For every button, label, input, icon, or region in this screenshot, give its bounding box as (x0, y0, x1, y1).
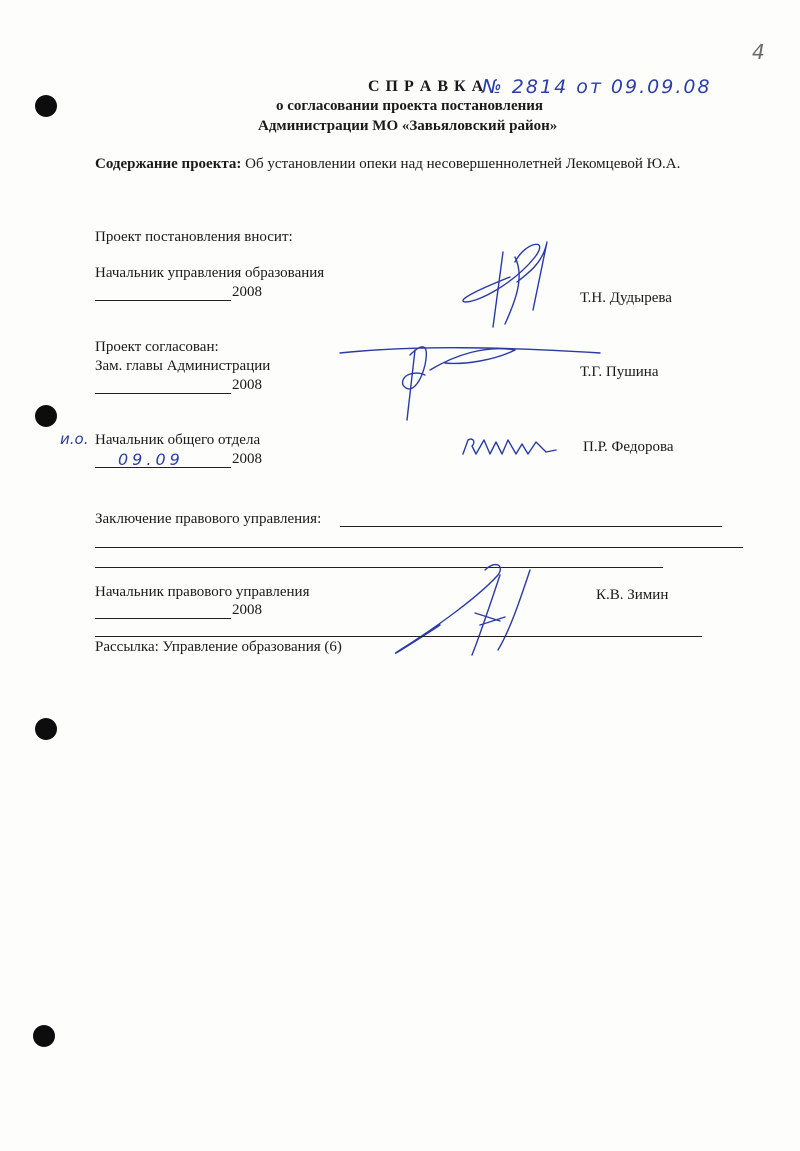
punch-hole (35, 718, 57, 740)
submitter-name: Т.Н. Дудырева (580, 290, 672, 306)
project-content-text: Об установлении опеки над несовершеннолетней Лекомцевой Ю.А. (245, 156, 681, 172)
handwritten-acting-prefix: и.о. (60, 430, 89, 448)
approval-heading: Проект согласован: (95, 339, 219, 355)
submitter-signature (455, 232, 555, 332)
handwritten-registration-number: № 2814 от 09.09.08 (482, 76, 712, 98)
punch-hole (35, 405, 57, 427)
general-dept-name: П.Р. Федорова (583, 439, 674, 455)
general-dept-date-year: 2008 (232, 451, 262, 467)
legal-conclusion-label: Заключение правового управления: (95, 511, 322, 527)
subtitle-line-1: о согласовании проекта постановления (276, 98, 544, 114)
legal-head-name: К.В. Зимин (596, 587, 669, 603)
approval-name: Т.Г. Пушина (580, 364, 659, 380)
document-title: С П Р А В К А (368, 78, 485, 95)
corner-page-mark: 4 (752, 40, 767, 64)
subtitle-line-2: Администрации МО «Завьяловский район» (258, 118, 558, 134)
submitter-date-line (95, 300, 231, 301)
legal-conclusion-line-2 (95, 547, 743, 548)
project-content (95, 156, 680, 173)
approval-date-line (95, 393, 231, 394)
legal-head-signature (380, 555, 570, 665)
punch-hole (33, 1025, 55, 1047)
submitter-intro: Проект постановления вносит: (95, 229, 293, 245)
distribution-text: Рассылка: Управление образования (6) (95, 639, 342, 655)
legal-head-position: Начальник правового управления (95, 584, 310, 600)
legal-conclusion-line-3 (95, 567, 663, 568)
handwritten-date: 09.09 (118, 450, 184, 469)
approval-position: Зам. главы Администрации (95, 358, 271, 374)
punch-hole (35, 95, 57, 117)
approval-signature (335, 325, 605, 425)
project-content-label: Содержание проекта: (95, 156, 242, 172)
submitter-position: Начальник управления образования (95, 265, 325, 281)
general-dept-signature (458, 432, 558, 462)
legal-conclusion-line-1 (340, 526, 722, 527)
approval-date-year: 2008 (232, 377, 262, 393)
distribution-separator (95, 636, 702, 637)
legal-head-date-line (95, 618, 231, 619)
general-dept-position: Начальник общего отдела (95, 432, 261, 448)
legal-head-date-year: 2008 (232, 602, 262, 618)
submitter-date-year: 2008 (232, 284, 262, 300)
